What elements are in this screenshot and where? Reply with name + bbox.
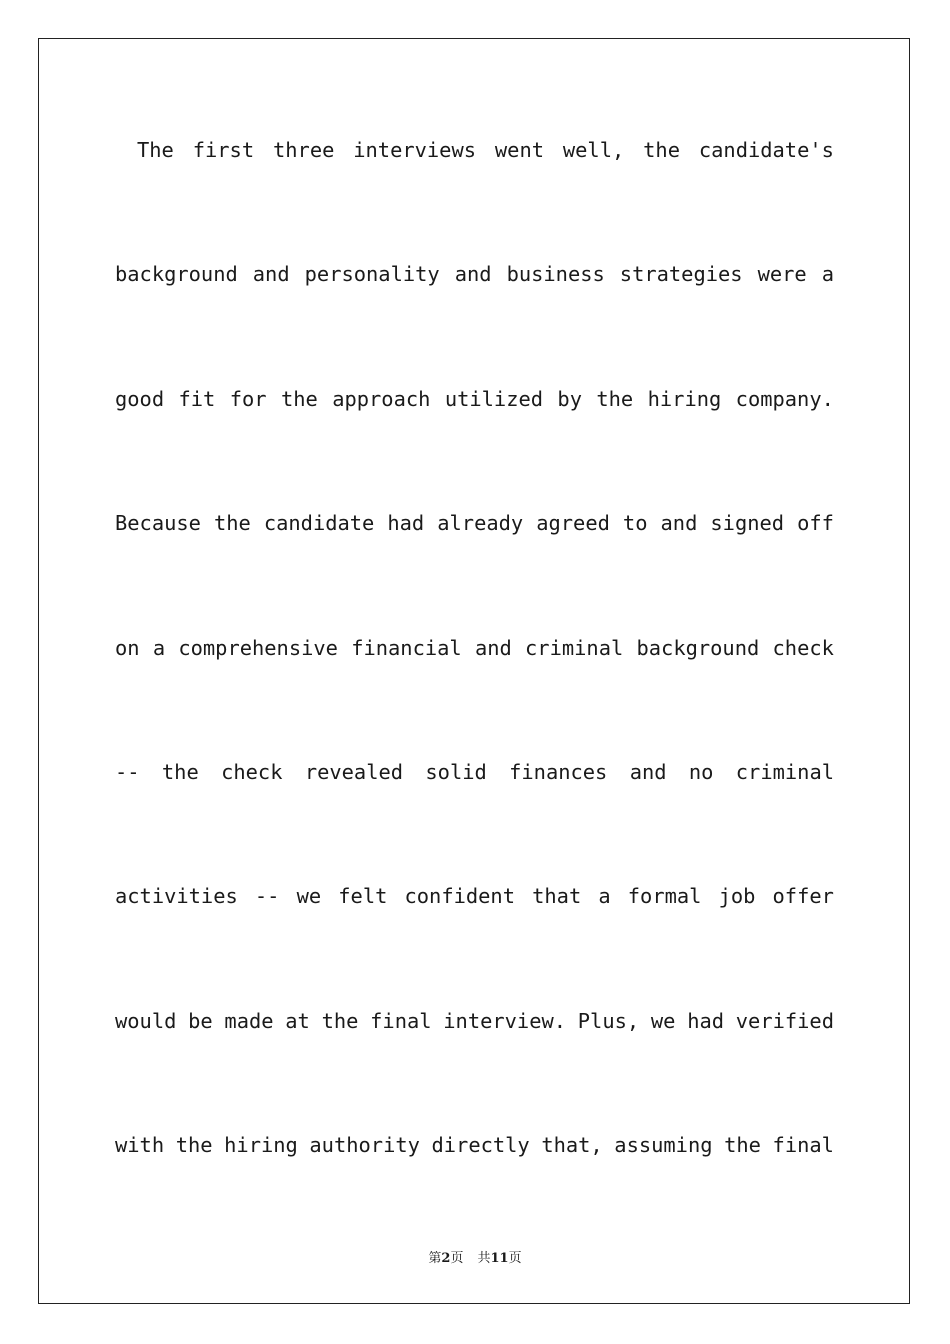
word: financial — [351, 635, 462, 660]
word: had — [387, 511, 425, 536]
word: business — [506, 262, 605, 287]
word: we — [296, 884, 322, 909]
total-prefix: 共 — [477, 1251, 491, 1266]
word: Because — [115, 511, 201, 536]
word: -- — [254, 884, 280, 909]
word: were — [757, 262, 807, 287]
word: the — [280, 386, 318, 411]
word: agreed — [536, 511, 610, 536]
word: no — [688, 759, 714, 784]
word: background — [115, 262, 238, 287]
word: confident — [404, 884, 515, 909]
word: authority — [309, 1133, 420, 1158]
word: made — [224, 1008, 274, 1033]
word: a — [598, 884, 611, 909]
word: background — [636, 635, 760, 660]
word: went — [494, 138, 544, 162]
word: the — [175, 1133, 213, 1158]
word: hiring — [224, 1133, 298, 1158]
word: final — [772, 1133, 834, 1158]
text-line — [115, 998, 834, 1122]
page-prefix: 第 — [428, 1251, 442, 1266]
word: for — [229, 386, 267, 411]
word: criminal — [735, 759, 834, 784]
word: and — [629, 759, 667, 784]
word: assuming — [614, 1133, 713, 1158]
word: three — [272, 138, 335, 162]
text-line — [115, 127, 834, 251]
word: and — [454, 262, 492, 287]
word: interview. — [443, 1008, 567, 1033]
word: had — [687, 1008, 725, 1033]
word: utilized — [444, 386, 544, 411]
word: interviews — [353, 138, 477, 162]
total-suffix: 页 — [508, 1251, 522, 1266]
text-line — [115, 251, 834, 375]
word: Plus, — [577, 1008, 640, 1033]
word: company. — [735, 386, 834, 411]
word: final — [370, 1008, 432, 1033]
word: good — [115, 386, 165, 411]
word: solid — [425, 759, 487, 784]
word: candidate's — [698, 138, 834, 162]
word: on — [115, 635, 140, 660]
text-line — [115, 500, 834, 624]
word: and — [252, 262, 290, 287]
word: criminal — [525, 635, 624, 660]
word: and — [474, 635, 512, 660]
word: check — [221, 759, 283, 784]
word: comprehensive — [178, 635, 338, 660]
word: signed — [710, 511, 785, 536]
word: -- — [115, 759, 140, 784]
page-suffix: 页 — [450, 1251, 464, 1266]
word: the — [161, 759, 199, 784]
word: formal — [627, 884, 702, 909]
word: would — [115, 1008, 177, 1033]
word: to — [622, 511, 648, 536]
word: a — [152, 635, 166, 660]
text-line — [115, 376, 834, 500]
page-footer — [0, 1247, 950, 1266]
word: and — [660, 511, 698, 536]
word: the — [643, 138, 680, 162]
word: we — [650, 1008, 676, 1033]
word: well, — [562, 138, 625, 162]
word: first — [192, 138, 255, 162]
word: strategies — [619, 262, 743, 287]
text-line — [115, 1122, 834, 1246]
page-number: 2 — [441, 1251, 451, 1266]
word: The — [137, 138, 174, 162]
word: a — [821, 262, 834, 287]
word: finances — [509, 759, 608, 784]
word: off — [797, 511, 834, 536]
total-pages: 11 — [490, 1251, 509, 1266]
word: job — [718, 884, 756, 909]
word: fit — [178, 386, 216, 411]
word: at — [285, 1008, 310, 1033]
word: revealed — [304, 759, 404, 784]
word: offer — [772, 884, 834, 909]
word: personality — [304, 262, 440, 287]
word: candidate — [263, 511, 375, 536]
word: with — [115, 1133, 165, 1158]
word: the — [596, 386, 634, 411]
word: that, — [541, 1133, 603, 1158]
word: hiring — [647, 386, 722, 411]
word: the — [213, 511, 251, 536]
word: felt — [338, 884, 388, 909]
text-line — [115, 873, 834, 997]
word: the — [321, 1008, 359, 1033]
word: the — [724, 1133, 761, 1158]
text-line — [115, 749, 834, 873]
text-line — [115, 625, 834, 749]
word: approach — [332, 386, 431, 411]
word: activities — [115, 884, 238, 909]
word: verified — [735, 1008, 834, 1033]
word: already — [437, 511, 524, 536]
word: check — [772, 635, 834, 660]
document-body — [115, 127, 834, 1247]
word: directly — [431, 1133, 530, 1158]
word: by — [557, 386, 582, 411]
word: be — [188, 1008, 213, 1033]
word: that — [532, 884, 582, 909]
